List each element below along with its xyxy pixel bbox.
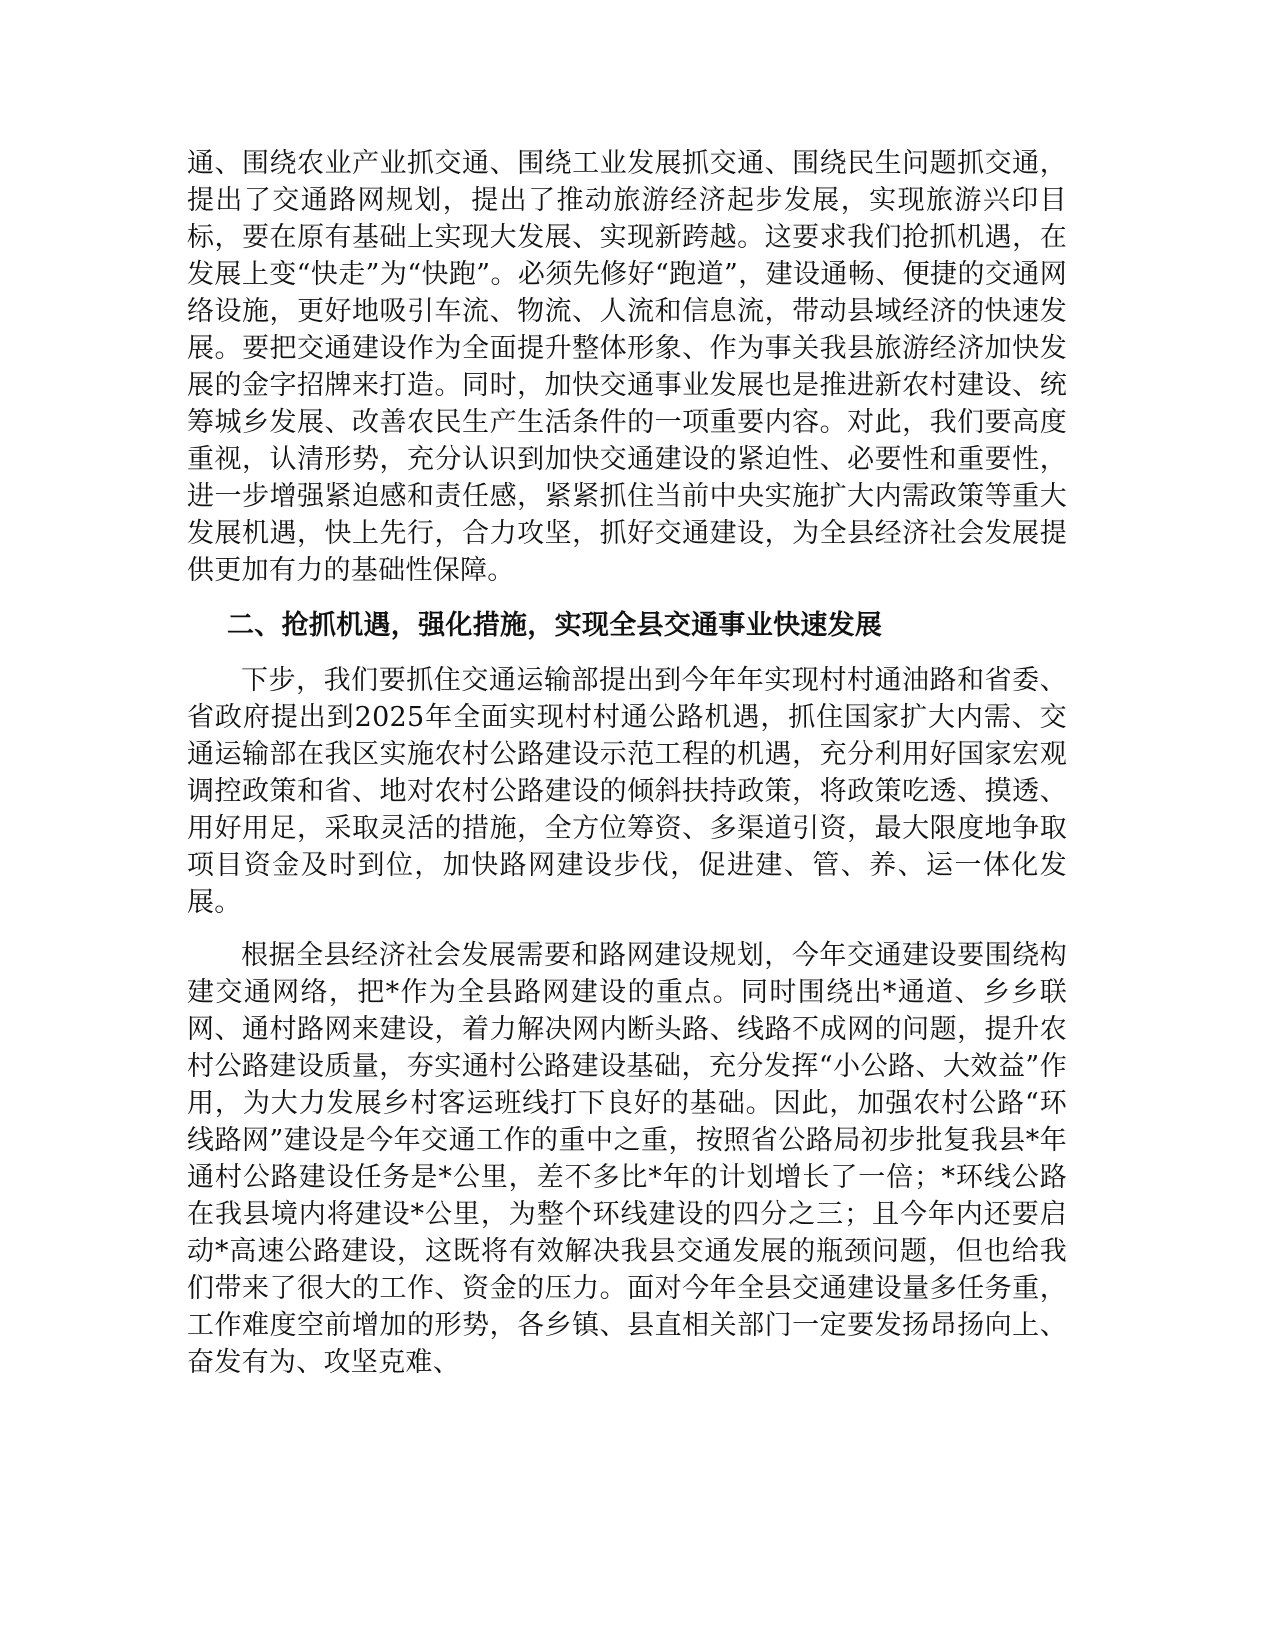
paragraph-road-network: 根据全县经济社会发展需要和路网建设规划，今年交通建设要围绕构建交通网络，把*作为全县路网建设的重点。同时围绕出*通道、乡乡联网、通村路网来建设，着力解决网内断头路、线路不成网的问题，提升农村公路建设质量，夯实通村公路建设基础，充分发挥“小公路、大效益”作用，为大力发展乡村客运班线打下良好的基础。因此，加强农村公路“环线路网”建设是今年交通工作的重中之重，按照省公路局初步批复我县*年通村公路建设任务是*公里，差不多比*年的计划增长了一倍；*环线公路在我县境内将建设*公里，为整个环线建设的四分之三；且今年内还要启动*高速公路建设，这既将有效解决我县交通发展的瓶颈问题，但也给我们带来了很大的工作、资金的压力。面对今年全县交通建设量多任务重，工作难度空前增加的形势，各乡镇、县直相关部门一定要发扬昂扬向上、奋发有为、攻坚克难、 [187,940,1067,1378]
document-body [187,145,1067,1381]
paragraph-next-steps: 下步，我们要抓住交通运输部提出到今年年实现村村通油路和省委、省政府提出到2025年全面实现村村通公路机遇，抓住国家扩大内需、交通运输部在我区实施农村公路建设示范工程的机遇，充分利用好国家宏观调控政策和省、地对农村公路建设的倾斜扶持政策，将政策吃透、摸透、用好用足，采取灵活的措施，全方位筹资、多渠道引资，最大限度地争取项目资金及时到位，加快路网建设步伐，促进建、管、养、运一体化发展。 [187,665,1067,918]
section-heading: 二、抢抓机遇，强化措施，实现全县交通事业快速发展 [227,610,883,641]
paragraph-continued: 通、围绕农业产业抓交通、围绕工业发展抓交通、围绕民生问题抓交通，提出了交通路网规划，提出了推动旅游经济起步发展，实现旅游兴印目标，要在原有基础上实现大发展、实现新跨越。这要求我们抢抓机遇，在发展上变“快走”为“快跑”。必须先修好“跑道”，建设通畅、便捷的交通网络设施，更好地吸引车流、物流、人流和信息流，带动县域经济的快速发展。要把交通建设作为全面提升整体形象、作为事关我县旅游经济加快发展的金字招牌来打造。同时，加快交通事业发展也是推进新农村建设、统筹城乡发展、改善农民生产生活条件的一项重要内容。对此，我们要高度重视，认清形势，充分认识到加快交通建设的紧迫性、必要性和重要性，进一步增强紧迫感和责任感，紧紧抓住当前中央实施扩大内需政策等重大发展机遇，快上先行，合力攻坚，抓好交通建设，为全县经济社会发展提供更加有力的基础性保障。 [187,148,1067,586]
